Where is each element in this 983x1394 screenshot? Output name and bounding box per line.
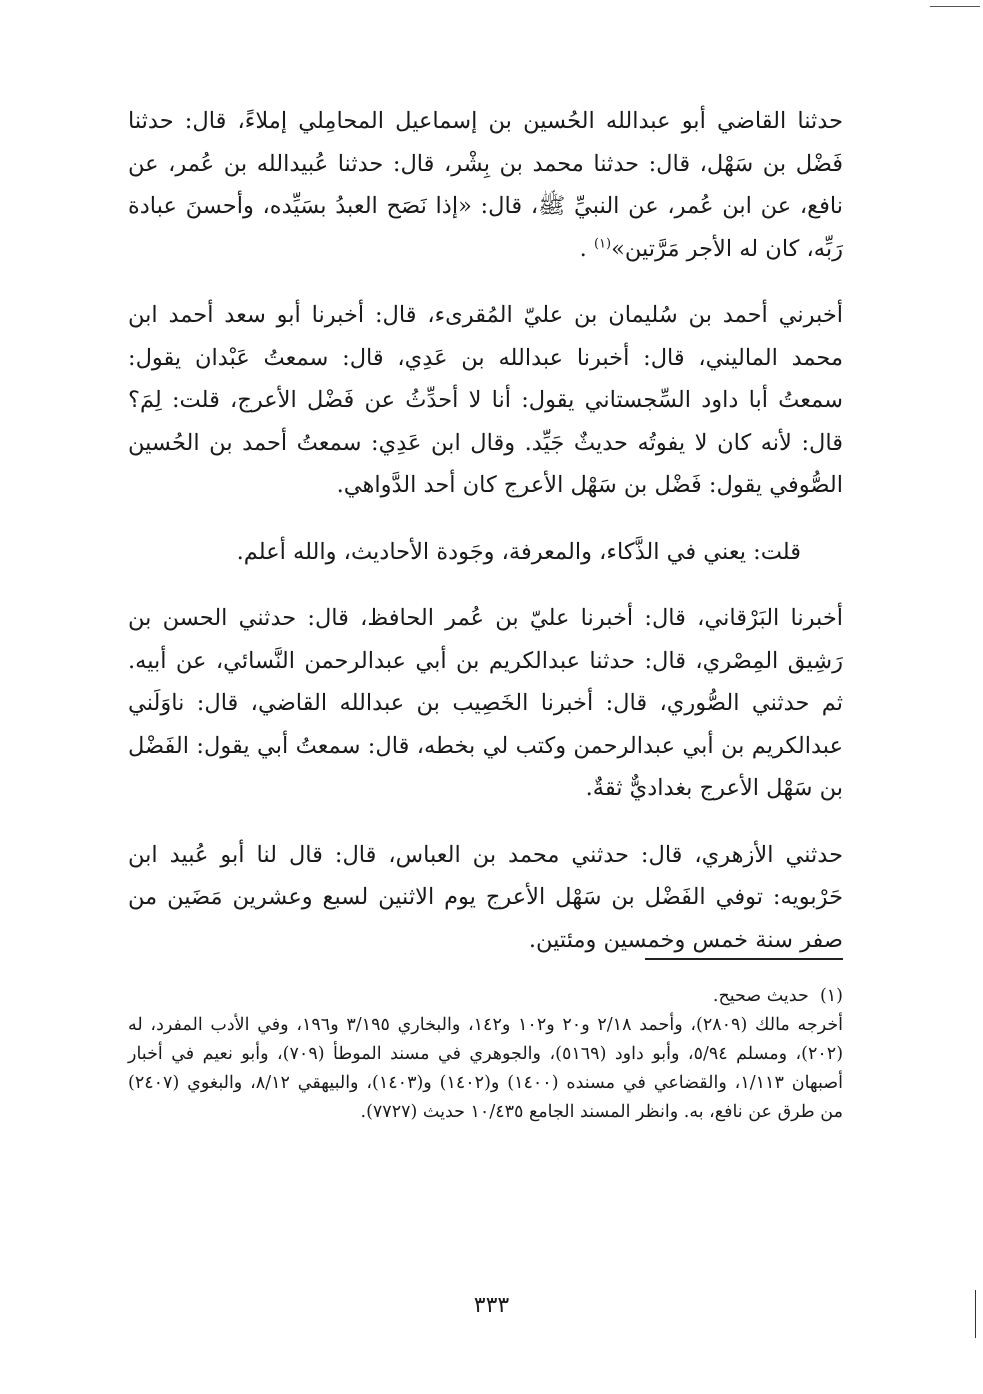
paragraph-1-body: حدثنا القاضي أبو عبدالله الحُسين بن إسماعيل المحامِلي إملاءً، قال: حدثنا فَضْل بن سَهْل، قال: حدثنا محمد بن بِشْر، قال: حدثنا عُبيدالله بن عُمر، عن نافع، عن ابن عُمر، عن النبيِّ ﷺ، قال: «إذا نَصَح العبدُ بسَيِّده، وأحسنَ عبادة رَبِّه، كان له الأجر مَرَّتين» [128,108,843,262]
scan-edge-mark [930,6,980,7]
paragraph-3-text: قلت: يعني في الذَّكاء، والمعرفة، وجَودة الأحاديث، والله أعلم. [236,538,801,565]
footnote-1-body: أخرجه مالك (٢٨٠٩)، وأحمد ٢/١٨ و٢٠ و١٠٢ و١٤٢، والبخاري ٣/١٩٥ و١٩٦، وفي الأدب المفرد، له (٢٠٢)، ومسلم ٥/٩٤، وأبو داود (٥١٦٩)، والجوهري في مسند الموطأ (٧٠٩)، وأبو نعيم في أخبار أصبهان ١/١١٣، والقضاعي في مسنده (١٤٠٠) و(١٤٠٢) و(١٤٠٣)، والبيهقي ٨/١٢، والبغوي (٢٤٠٧) من طرق عن نافع، به. وانظر المسند الجامع ١٠/٤٣٥ حديث (٧٧٢٧). [128,1015,844,1122]
paragraph-1 [128,100,843,270]
page-number: ٣٣٣ [473,1293,510,1318]
footnote-reference[interactable]: (١) [593,236,612,251]
paragraph-2 [128,294,843,507]
paragraph-2-text: أخبرني أحمد بن سُليمان بن عليّ المُقرىء، قال: أخبرنا أبو سعد أحمد ابن محمد الماليني، قال: أخبرنا عبدالله بن عَدِي، قال: سمعتُ عَبْدان يقول: سمعتُ أبا داود السِّجستاني يقول: أنا لا أحدِّثُ عن فَضْل الأعرج، قلت: لِمَ؟ قال: لأنه كان لا يفوتُه حديثٌ جَيِّد. وقال ابن عَدِي: سمعتُ أحمد بن الحُسين الصُّوفي يقول: فَضْل بن سَهْل الأعرج كان أحد الدَّواهي. [128,302,843,498]
paragraph-4-text: أخبرنا البَرْقاني، قال: أخبرنا عليّ بن عُمر الحافظ، قال: حدثني الحسن بن رَشِيق المِصْري، قال: حدثنا عبدالكريم بن أبي عبدالرحمن النَّسائي، عن أبيه. ثم حدثني الصُّوري، قال: أخبرنا الخَصِيب بن عبدالله القاضي، قال: ناوَلَني عبدالكريم بن أبي عبدالرحمن وكتب لي بخطه، قال: سمعتُ أبي يقول: الفَضْل بن سَهْل الأعرج بغداديٌّ ثقةٌ. [128,605,843,801]
paragraph-1-text [128,100,843,270]
paragraph-5 [128,834,843,962]
footnote-1-head [128,982,843,1011]
footnotes [128,982,843,1127]
paragraph-1-tail: . [579,235,594,262]
scan-edge-mark-side [975,1290,976,1338]
footnote-grade: حديث صحيح. [712,986,809,1006]
paragraph-3 [128,531,843,574]
paragraph-5-text: حدثني الأزهري، قال: حدثني محمد بن العباس، قال: قال لنا أبو عُبيد ابن حَرْبويه: توفي الفَضْل بن سَهْل الأعرج يوم الاثنين لسبع وعشرين مَضَين من صفر سنة خمس وخمسين ومئتين. [128,841,843,953]
paragraph-4 [128,597,843,810]
footnote-separator [645,958,843,960]
footnote-marker: (١) [819,986,843,1006]
main-text [128,100,843,985]
